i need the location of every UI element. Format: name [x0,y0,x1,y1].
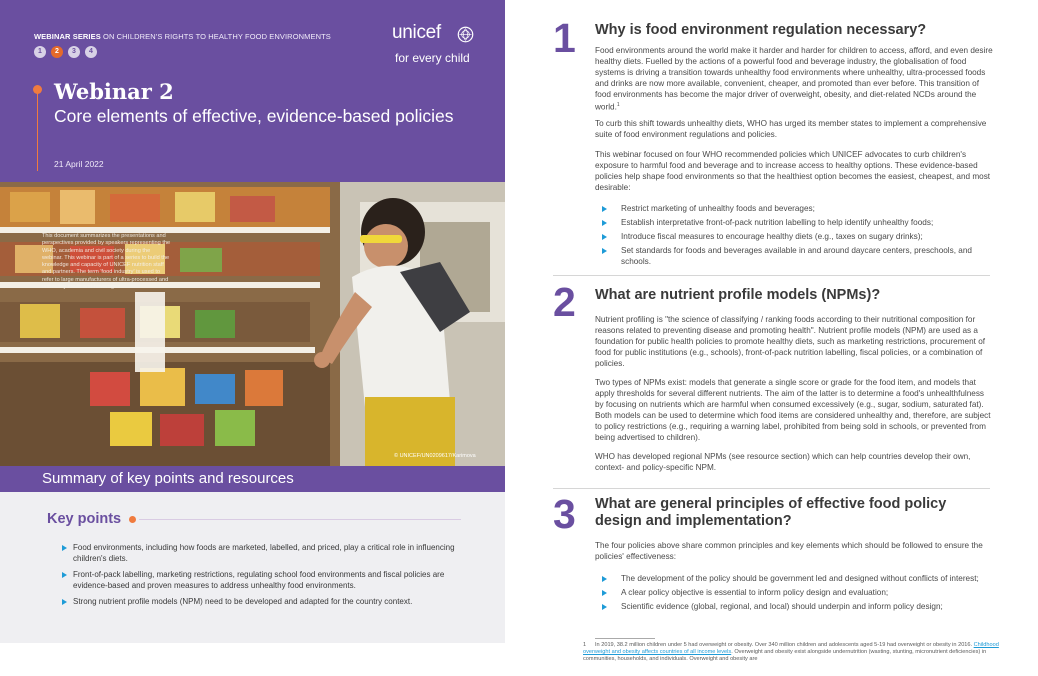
section-2-number: 2 [553,279,576,325]
list-item [602,587,992,598]
list-item-text: Establish interpretative front-of-pack nutrition labelling to help identify unhealthy foods; [621,218,934,227]
key-points-title: Key points [47,511,122,527]
section-1-paragraph-3: This webinar focused on four WHO recommended policies which UNICEF advocates to curb children's exposure to harmful food and beverage and to increase access to healthy options. These evidence-based policies help shape food environments so that the healthiest option becomes the easiest, cheapest, and most desirable: [595,150,991,192]
footnote-ref: 1 [616,102,620,108]
section-3-paragraph-1: The four policies above share common principles and key elements which should be followed to ensure the policies' effectiveness: [595,541,983,561]
section-1-p1-text: Food environments around the world make it harder and harder for children to access, afford, and even desire healthy diets. Fuelled by the actions of a powerful food and beverage industry, the globalisation of food systems is driving a transition towards unhealthy food environments where unhealthy, ultra-processed foods and drinks are now more available, convenient, cheaper, and promoted than ever before. This transition of food environments has become the major driver of overweight, obesity, and diet-related NCDs around the world. [595,46,993,112]
title-marker-line [37,93,38,171]
section-2-paragraph-3: WHO has developed regional NPMs (see resource section) which can help countries develop their own, context- and policy-specific NPM. [595,452,971,472]
series-label [34,32,331,41]
series-pagination [34,46,97,58]
series-dot-2: 2 [51,46,63,58]
list-item [602,245,992,267]
section-1-title: Why is food environment regulation necessary? [595,22,927,38]
section-1-policy-list [602,203,992,270]
photo-caption: This document summarizes the presentations and perspectives provided by speakers representing the WHO, academia and civil society during the webinar. This webinar is part of a series to build the knowledge and capacity of UNICEF nutrition staff and partners. The term 'food industry' is used to refer to large manufacturers of ultra-processed and unhealthy foods and beverages. [42,233,171,291]
key-point-text: Food environments, including how foods are marketed, labelled, and priced, play a critical role in influencing children's diets. [73,543,455,563]
list-item-text: The development of the policy should be government led and designed without conflicts of interest; [621,574,979,583]
section-2-title: What are nutrient profile models (NPMs)? [595,287,881,303]
series-rest: ON CHILDREN'S RIGHTS TO HEALTHY FOOD ENVIRONMENTS [100,32,331,41]
content-page [527,0,1038,676]
list-item [602,203,992,214]
key-point [62,570,457,591]
key-point-text: Front-of-pack labelling, marketing restrictions, regulating school food environments and fiscal policies are evidence-based and proven measures to address unhealthy food environments. [73,570,445,590]
list-item [602,231,992,242]
list-item-text: Set standards for foods and beverages available in and around daycare centers, preschools, and schools. [621,246,972,266]
list-item [602,601,992,612]
unicef-logo [392,22,482,70]
unicef-wordmark: unicef [392,22,441,43]
key-points-list [62,543,457,614]
webinar-title: Webinar 2 [54,79,174,104]
bullet-arrow-icon [62,545,67,551]
series-dot-4: 4 [85,46,97,58]
bullet-arrow-icon [602,206,607,212]
series-dot-3: 3 [68,46,80,58]
footnote-link[interactable]: Childhood overweight and obesity affects countries of all income levels [583,642,999,655]
section-divider [553,488,990,489]
list-item [602,573,992,584]
cover-photo [0,182,505,466]
key-points-box [0,492,505,643]
series-prefix: WEBINAR SERIES [34,32,101,41]
section-divider [553,275,990,276]
bullet-arrow-icon [602,576,607,582]
photo-credit: © UNICEF/UN0209617/Karimova [394,453,476,459]
section-3-number: 3 [553,491,576,537]
series-dot-1: 1 [34,46,46,58]
list-item-text: Scientific evidence (global, regional, and local) should underpin and inform policy design; [621,602,943,611]
supermarket-illustration [0,182,505,466]
list-item-text: Introduce fiscal measures to encourage healthy diets (e.g., taxes on sugary drinks); [621,232,923,241]
key-points-rule [139,519,461,520]
cover-page [0,0,505,643]
bullet-arrow-icon [602,248,607,254]
key-point [62,597,457,608]
cover-header [0,0,505,182]
section-1-number: 1 [553,15,576,61]
footnote-text-continued: . Overweight and obesity exist alongside undernutrition (wasting, stunting, micronutrient deficiencies) in communities, households, and individuals. Overweight and obesity are [583,649,987,662]
bullet-arrow-icon [62,599,67,605]
bullet-arrow-icon [602,220,607,226]
bullet-arrow-icon [602,234,607,240]
key-points-dot [129,516,136,523]
footnote-text: In 2019, 38.2 million children under 5 had overweight or obesity. Over 340 million children and adolescents aged 5-19 had overweight or obesity in 2016. [595,642,974,648]
section-1-paragraph-2: To curb this shift towards unhealthy diets, WHO has urged its member states to implement a comprehensive suite of food environment regulations and policies. [595,119,987,139]
webinar-date: 21 April 2022 [54,159,104,169]
webinar-subtitle: Core elements of effective, evidence-based policies [54,106,454,126]
list-item [602,217,992,228]
key-point-text: Strong nutrient profile models (NPM) need to be developed and adapted for the country context. [73,597,413,606]
footnote-rule [595,638,655,639]
bullet-arrow-icon [602,590,607,596]
key-point [62,543,457,564]
unicef-tagline: for every child [395,51,470,65]
summary-title: Summary of key points and resources [42,470,294,487]
section-1-paragraph-1 [595,45,993,113]
section-2-paragraph-1: Nutrient profiling is "the science of classifying / ranking foods according to their nutritional composition for reasons related to preventing disease and promoting health". Nutrient profile models (NPM) are used as a foundation for public health policies to promote healthy diets, such as marketing restrictions, procurement of food for public institutions (e.g., schools), front-of-pack nutrition labelling, fiscal policies, or a combination of policies. [595,315,986,368]
footnote [583,642,999,663]
unicef-globe-icon [457,26,474,43]
section-3-title: What are general principles of effective food policy design and implementation? [595,496,947,529]
list-item-text: Restrict marketing of unhealthy foods and beverages; [621,204,815,213]
section-2-paragraph-2: Two types of NPMs exist: models that generate a single score or grade for the food item, and models that apply thresholds for several different nutrients. The aim of the latter is to determine a food's unhealthfulness by focusing on nutrients which are harmful when consumed excessively (e.g., sugar, sodium, saturated fat). Both models can be used to determine which food items are considered unhealthy and, therefore, are subject to policy restrictions (e.g., requiring a warning label, prohibited from being sold in schools, or prevented from being advertised to children). [595,378,991,442]
bullet-arrow-icon [602,604,607,610]
footnote-number: 1 [583,642,587,648]
section-3-principles-list [602,573,992,615]
summary-bar [0,466,505,492]
list-item-text: A clear policy objective is essential to inform policy design and evaluation; [621,588,889,597]
bullet-arrow-icon [62,572,67,578]
